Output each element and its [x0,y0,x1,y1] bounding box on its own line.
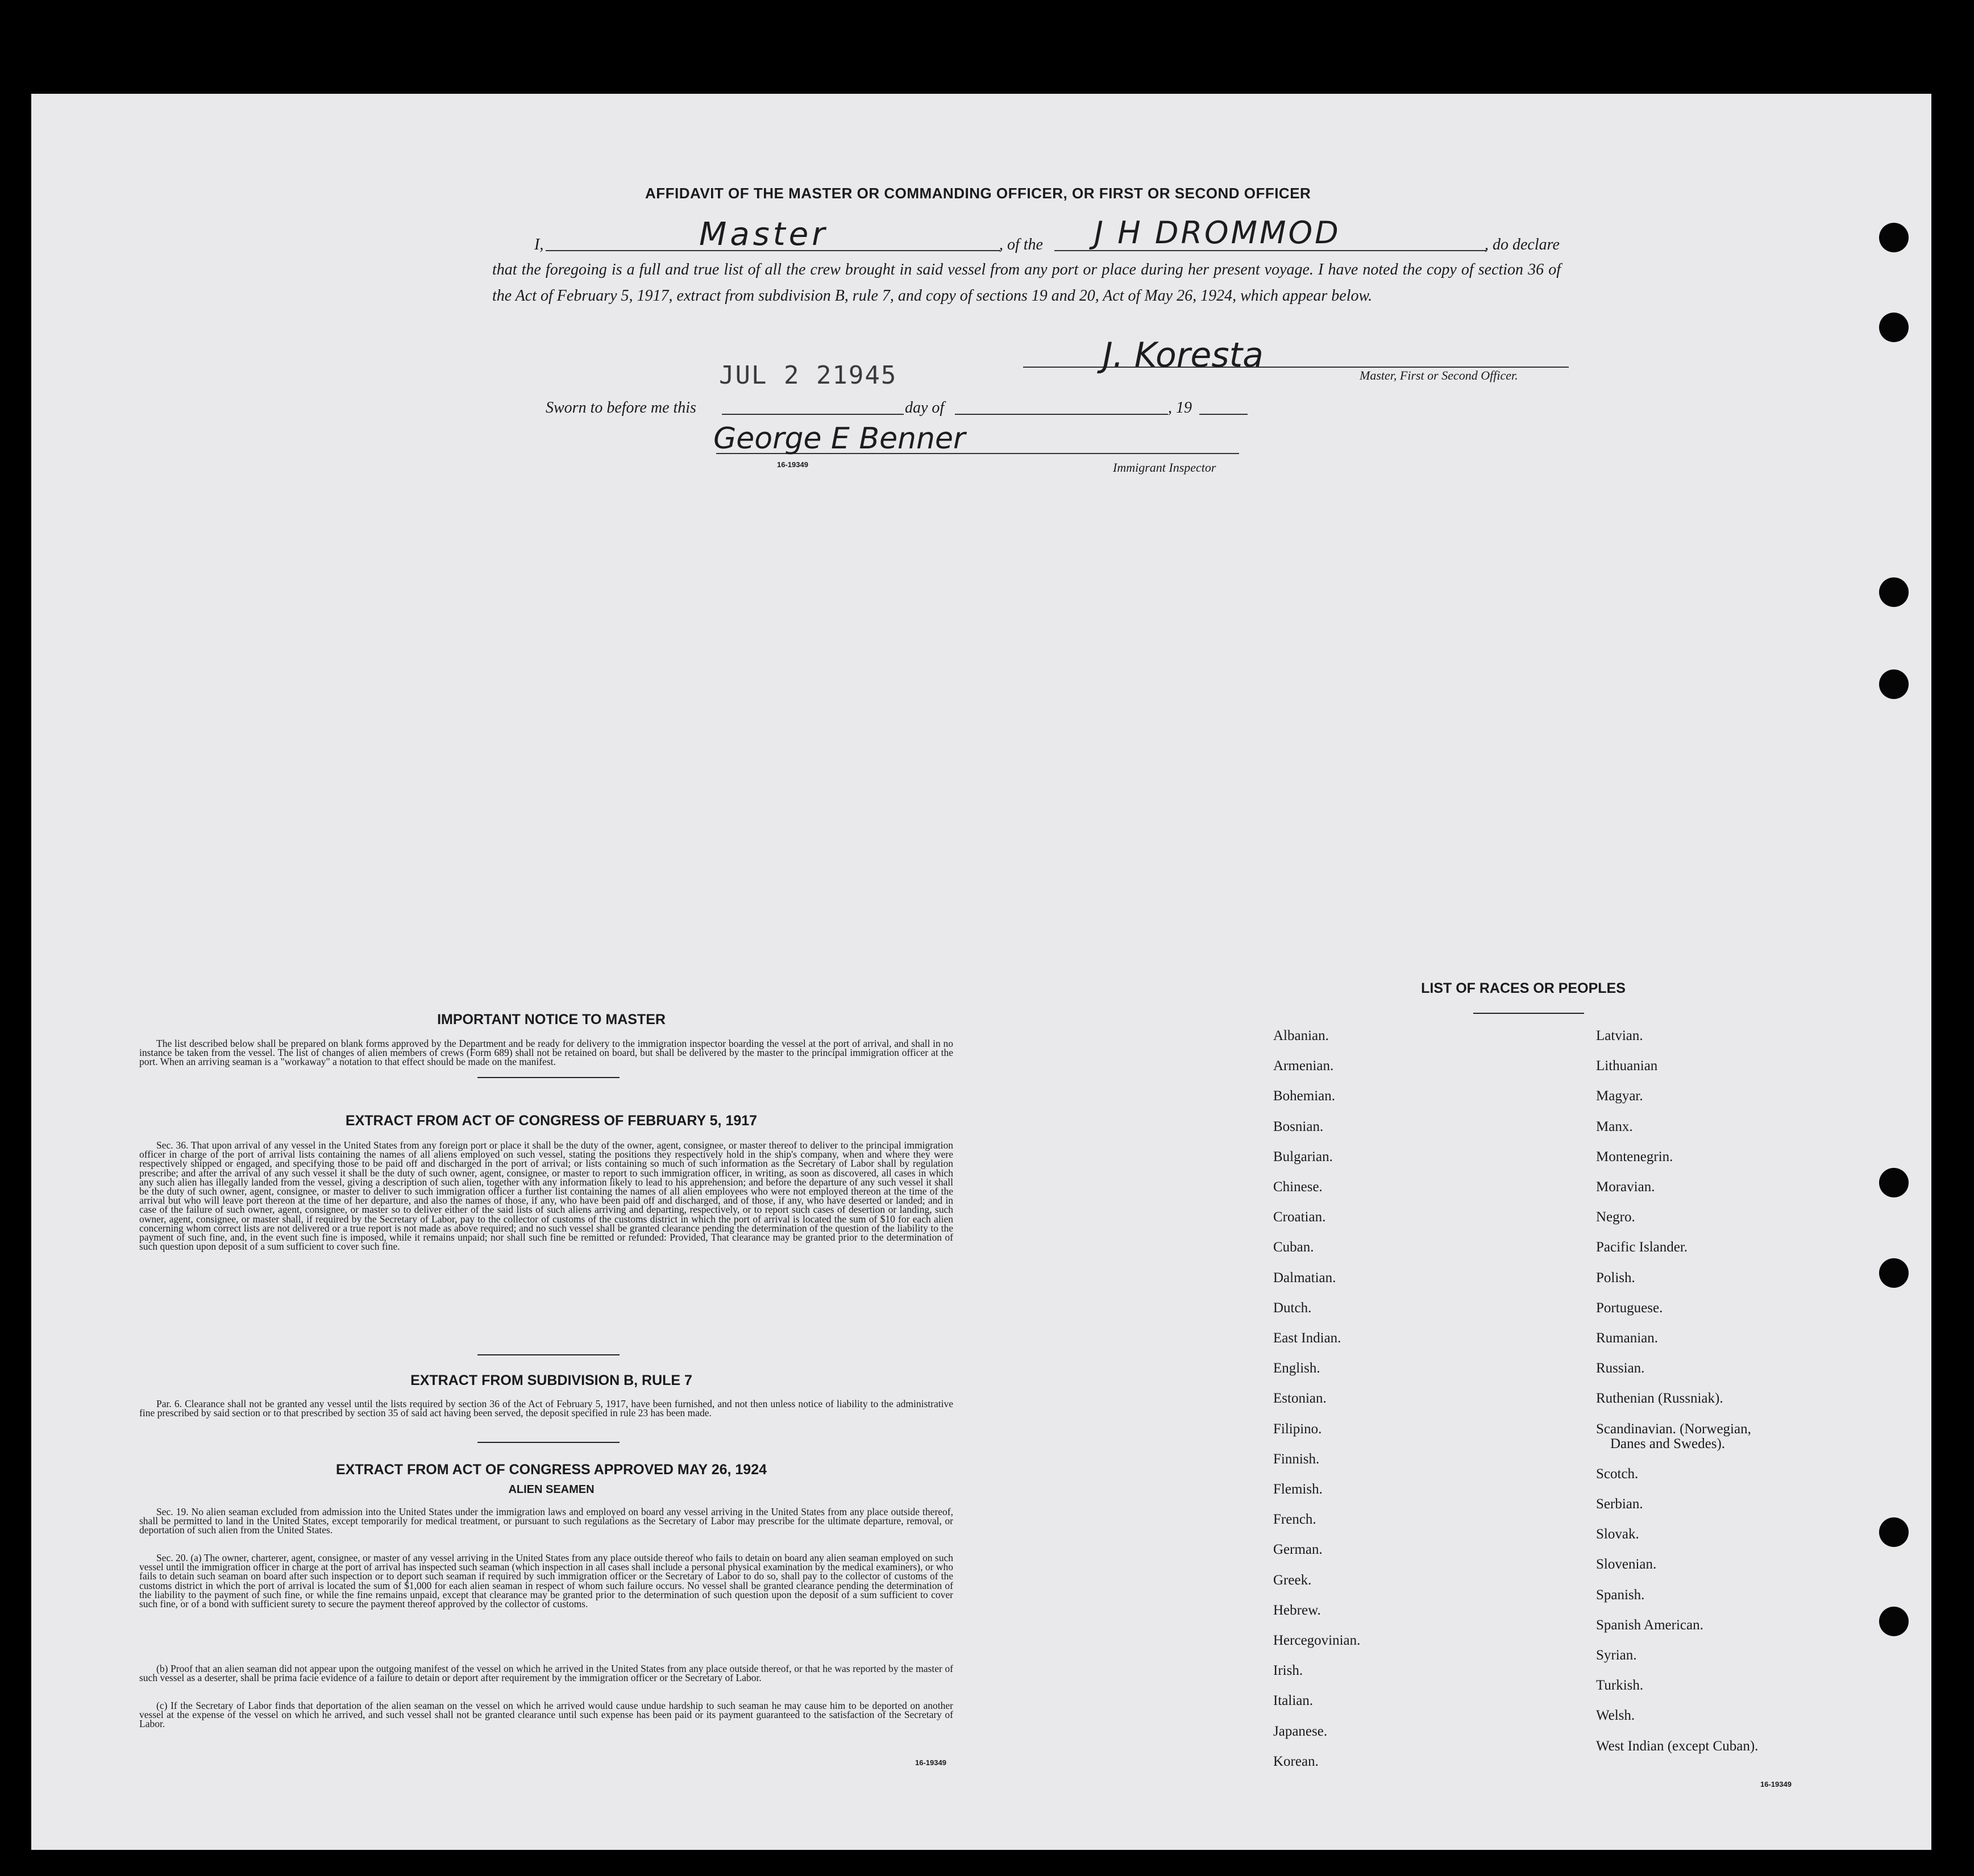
sec20a-text: Sec. 20. (a) The owner, charterer, agent, consignee, or master of any vessel arriving in the United States from any place outside thereof who fails to detain on board any alien seaman employed on such vessel until the immigration officer in charge at the port of arrival has inspected such seaman (which inspection in all cases shall include a personal physical examination by the medical examiners), or who fails to detain such seaman on board after such inspection or to deport such seaman if required by such immigration officer or the Secretary of Labor to do so, shall pay to the collector of customs of the customs district in which the port of arrival is located the sum of $1,000 for each alien seaman in respect of whom such failure occurs. No vessel shall be granted clearance pending the determination of the liability to the payment of such fine, or while the fine remains unpaid, except that clearance may be granted prior to the determination of such question upon the deposit of a sum sufficient to cover such fine, or of a bond with sufficient surety to secure the payment thereof approved by the collector of customs. [139,1552,953,1610]
race-item: Ruthenian (Russniak). [1596,1391,1723,1407]
date-stamp: JUL 2 21945 [719,361,897,390]
day-of-label: day of [905,399,945,417]
race-item: German. [1273,1542,1323,1558]
inspector-signature[interactable]: George E Benner [713,422,966,456]
race-item: Italian. [1273,1693,1314,1709]
divider [477,1077,620,1078]
race-item: Greek. [1273,1572,1312,1588]
race-item: Montenegrin. [1596,1149,1673,1164]
race-item: Pacific Islander. [1596,1239,1688,1255]
inspector-caption: Immigrant Inspector [1113,460,1216,475]
extract-1917-text: Sec. 36. That upon arrival of any vessel in the United States from any foreign port or place it shall be the duty of the owner, agent, consignee, or master thereof to deliver to the principal immigration officer in charge of the port of arrival lists containing the names of all aliens employed on such vessel, stating the positions they respectively hold in the ship's company, when and where they were respectively shipped or engaged, and specifying those to be paid off and discharged in the port of arrival; or lists containing so much of such information as the Secretary of Labor shall by regulation prescribe; and after the arrival of any such vessel it shall be the duty of such owner, agent, consignee, or master to report to such immigration officer, in writing, as soon as discovered, all cases in which any such alien has illegally landed from the vessel, giving a description of such alien, together with any information likely to lead to his apprehension; and before the departure of any such vessel it shall be the duty of such owner, agent, consignee, or master to deliver to such immigration officer a further list containing the names of all alien employees who were not employed thereon at the time of the arrival but who will leave port thereon at the time of her departure, and also the names of those, if any, who have been paid off and discharged, and of those, if any, who have deserted or landed; and in case of the failure of such owner, agent, consignee, or master so to deliver either of the said lists of such aliens arriving and departing, respectively, or to report such cases of desertion or landing, such owner, agent, consignee, or master shall, if required by the Secretary of Labor, pay to the collector of customs of the customs district in which the port of arrival is located the sum of $10 for each alien concerning whom correct lists are not delivered or a true report is not made as above required; and no such vessel shall be granted clearance pending the determination of the question of the liability to the payment of such fine, and, in the event such fine is imposed, while it remains unpaid; nor shall such fine be remitted or refunded: Provided, That clearance may be granted prior to the determination of such question upon deposit of a sum sufficient to cover such fine. [139,1139,953,1253]
race-item: Croatian. [1273,1209,1326,1225]
race-item: Moravian. [1596,1179,1655,1195]
sworn-label: Sworn to before me this [546,399,696,417]
race-item: Rumanian. [1596,1330,1659,1346]
race-item: East Indian. [1273,1330,1341,1346]
affidavit-title: AFFIDAVIT OF THE MASTER OR COMMANDING OFFICER, OR FIRST OR SECOND OFFICER [645,185,1311,202]
extract-1917-title: EXTRACT FROM ACT OF CONGRESS OF FEBRUARY 5, 1917 [345,1113,758,1129]
race-item: Finnish. [1273,1451,1320,1467]
race-item: Bulgarian. [1273,1149,1333,1164]
race-item: Flemish. [1273,1482,1323,1497]
handwritten-master[interactable]: Master [699,216,829,253]
race-item: Chinese. [1273,1179,1323,1195]
year-label: , 19 [1168,399,1192,417]
race-item: Hercegovinian. [1273,1633,1361,1648]
do-declare-label: , do declare [1485,236,1560,253]
race-item: Albanian. [1273,1028,1329,1043]
punch-hole [1879,1258,1909,1288]
race-item: Polish. [1596,1270,1635,1286]
race-item: West Indian (except Cuban). [1596,1738,1759,1754]
rule7-text: Par. 6. Clearance shall not be granted any vessel until the lists required by section 36 of the Act of February 5, 1917, have been furnished, and not then unless notice of liability to the administrative fine prescribed by said section or to that prescribed by section 35 of said act having been served, the deposit specified in rule 23 has been made. [139,1398,953,1419]
divider [477,1354,620,1355]
race-item: Syrian. [1596,1648,1637,1663]
extract-1924-subtitle: ALIEN SEAMEN [508,1483,595,1496]
race-item: Scandinavian. (Norwegian, Danes and Swedes). [1596,1421,1751,1451]
race-item: Korean. [1273,1753,1319,1769]
race-item: Turkish. [1596,1678,1644,1694]
race-item: Welsh. [1596,1708,1635,1724]
race-item: English. [1273,1361,1320,1376]
punch-hole [1879,223,1909,252]
race-item: Bosnian. [1273,1118,1324,1134]
rule7-title: EXTRACT FROM SUBDIVISION B, RULE 7 [410,1372,692,1388]
race-item: Spanish American. [1596,1617,1703,1633]
sec19-text: Sec. 19. No alien seaman excluded from admission into the United States under the immigration laws and employed on board any vessel arriving in the United States from any place outside thereof, shall be permitted to land in the United States, except temporarily for medical treatment, or pursuant to such regulations as the Secretary of Labor may prescribe for the ultimate departure, removal, or deportation of such alien from the United States. [139,1506,953,1536]
race-item: Serbian. [1596,1496,1643,1512]
sworn-year-line [1199,414,1248,415]
master-signature[interactable]: J. Koresta [1103,335,1264,375]
race-item: French. [1273,1512,1316,1528]
divider [477,1442,620,1443]
race-item: Bohemian. [1273,1088,1336,1104]
punch-hole [1879,1517,1909,1547]
race-item: Spanish. [1596,1587,1645,1603]
race-item: Dutch. [1273,1300,1312,1316]
race-item: Slovenian. [1596,1557,1657,1573]
race-item: Japanese. [1273,1723,1328,1739]
races-form-number: 16-19349 [1760,1780,1792,1788]
sec20c-text: (c) If the Secretary of Labor finds that deportation of the alien seaman on the vessel on which he arrived would cause undue hardship to such seaman he may cause him to be deported on another vessel at the expense of the vessel on which he arrived, and such vessel shall not be granted clearance until such expense has been paid or its payment guaranteed to the satisfaction of the Secretary of Labor. [139,1700,953,1730]
race-item: Lithuanian [1596,1058,1658,1074]
extract-1924-title: EXTRACT FROM ACT OF CONGRESS APPROVED MAY 26, 1924 [335,1462,767,1478]
notice-title: IMPORTANT NOTICE TO MASTER [437,1012,666,1028]
sec20b-text: (b) Proof that an alien seaman did not appear upon the outgoing manifest of the vessel on which he arrived in the United States from any place outside thereof, or that he was reported by the master of such vessel as a deserter, shall be prima facie evidence of a failure to detain or deport after requirement by the immigration officer or the Secretary of Labor. [139,1663,953,1684]
race-item: Scotch. [1596,1466,1639,1482]
race-item: Cuban. [1273,1239,1314,1255]
race-item: Magyar. [1596,1088,1643,1104]
sworn-month-line [955,414,1168,415]
race-item: Portuguese. [1596,1300,1663,1316]
race-item: Filipino. [1273,1421,1322,1437]
punch-hole [1879,313,1909,342]
race-item: Manx. [1596,1118,1633,1134]
race-item: Slovak. [1596,1526,1639,1542]
affidavit-form-number: 16-19349 [777,460,808,469]
signature-caption: Master, First or Second Officer. [1360,368,1518,382]
race-item: Hebrew. [1273,1602,1321,1618]
affidavit-i-label: I, [534,236,544,253]
punch-hole [1879,1168,1909,1197]
sworn-day-line [722,414,904,415]
race-item: Dalmatian. [1273,1270,1336,1286]
race-item: Russian. [1596,1361,1645,1376]
race-item: Latvian. [1596,1028,1643,1043]
affidavit-body: that the foregoing is a full and true list of all the crew brought in said vessel from any port or place during her present voyage. I have noted the copy of section 36 of the Act of February 5, 1917, extract from subdivision B, rule 7, and copy of sections 19 and 20, Act of May 26, 1924, which appear below. [492,261,1561,305]
extract-form-number: 16-19349 [915,1758,946,1767]
notice-text: The list described below shall be prepared on blank forms approved by the Department and be ready for delivery to the immigration inspector boarding the vessel at the port of arrival, and shall in no instance be taken from the vessel. The list of changes of alien members of crews (Form 689) shall not be retained on board, but shall be delivered by the master to the principal immigration officer at the port. When an arriving seaman is a "workaway" a notation to that effect should be made on the manifest. [139,1038,953,1068]
races-title: LIST OF RACES OR PEOPLES [1421,980,1626,996]
divider [1473,1013,1584,1014]
handwritten-vessel[interactable]: J H DROMMOD [1094,215,1341,251]
race-item: Armenian. [1273,1058,1334,1074]
race-item: Irish. [1273,1663,1303,1679]
race-item: Negro. [1596,1209,1635,1225]
of-the-label: , of the [999,236,1043,253]
punch-hole [1879,669,1909,699]
punch-hole [1879,1607,1909,1636]
race-item: Estonian. [1273,1391,1327,1407]
punch-hole [1879,577,1909,607]
